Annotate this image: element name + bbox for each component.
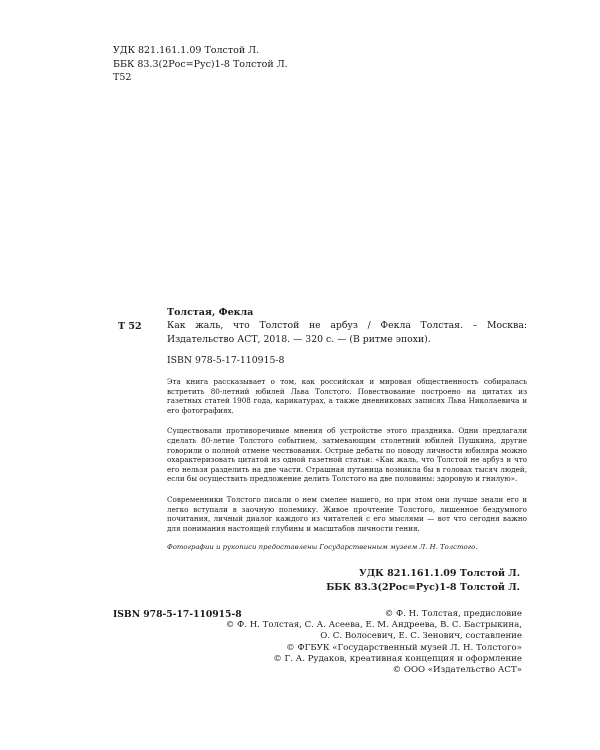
author-mark: Т52 bbox=[113, 72, 132, 83]
entry-isbn: ISBN 978-5-17-110915-8 bbox=[167, 355, 285, 366]
annotation-paragraph: Современники Толстого писали о нем смелее нашего, но при этом они лучше знали его и легко вступали в заочную полемику. Живое прочтение Толстого, лишенное бездумного почитания, личный диалог каждого из читателей с его мыслями — вот что сегодня важно для понимания настоящей глубины и масштабов личности гения. bbox=[167, 494, 527, 533]
udk-code: УДК 821.161.1.09 Толстой Л. bbox=[113, 45, 260, 56]
bbk-code: ББК 83.3(2Рос=Рус)1-8 Толстой Л. bbox=[113, 58, 288, 70]
copyright-line: © Г. А. Рудаков, креативная концепция и оформление bbox=[273, 653, 522, 664]
annotation-paragraph: Эта книга рассказывает о том, как российская и мировая общественность собиралась встретить 80-летний юбилей Льва Толстого. Повествование построено на цитатах из газетных статей 1908 года, карикатурах, а также дневниковых записях Льва Николаевича и его фотографиях. bbox=[167, 377, 527, 415]
annotation-paragraph: Существовали противоречивые мнения об устройстве этого праздника. Одни предлагали сделать 80-летие Толстого событием, затмевающим столетний юбилей Пушкина, другие говорили о полной отмене чествования. Острые дебаты по поводу личности юбиляра можно охарактеризовать цитатой из одной газетной статьи: «Как жаль, что Толстой не арбуз и что его нельзя разделить на две части. Страшная путаница возникла бы в головах тысяч людей, если бы осуществить предложение делить Толстого на две половины: здоровую и гнилую». bbox=[167, 426, 527, 484]
bbk-code-bottom: ББК 83.3(2Рос=Рус)1-8 Толстой Л. bbox=[326, 582, 520, 593]
copyright-line: О. С. Волосевич, Е. С. Зенович, составление bbox=[320, 631, 522, 642]
udk-code-bottom: УДК 821.161.1.09 Толстой Л. bbox=[359, 568, 520, 579]
copyright-line: © ООО «Издательство АСТ» bbox=[392, 665, 522, 676]
copyright-line: © ФГБУК «Государственный музей Л. Н. Толстого» bbox=[286, 642, 522, 653]
bottom-classification-block bbox=[326, 567, 520, 595]
catalog-entry bbox=[167, 306, 527, 553]
entry-author: Толстая, Фекла bbox=[167, 307, 254, 318]
entry-author-code: Т 52 bbox=[118, 321, 142, 332]
photo-credit: Фотографии и рукописи предоставлены Государственным музеем Л. Н. Толстого. bbox=[167, 543, 478, 552]
copyright-line: © Ф. Н. Толстая, С. А. Асеева, Е. М. Андреева, В. С. Бастрыкина, bbox=[225, 620, 522, 631]
imprint-isbn: ISBN 978-5-17-110915-8 bbox=[113, 609, 242, 620]
entry-bibliography: Как жаль, что Толстой не арбуз / Фекла Толстая. – Москва: Издательство АСТ, 2018. — 320 с. — (В ритме эпохи). bbox=[167, 320, 527, 345]
top-classification-block bbox=[113, 44, 288, 85]
copyright-block bbox=[226, 609, 522, 676]
copyright-line: © Ф. Н. Толстая, предисловие bbox=[384, 609, 522, 619]
